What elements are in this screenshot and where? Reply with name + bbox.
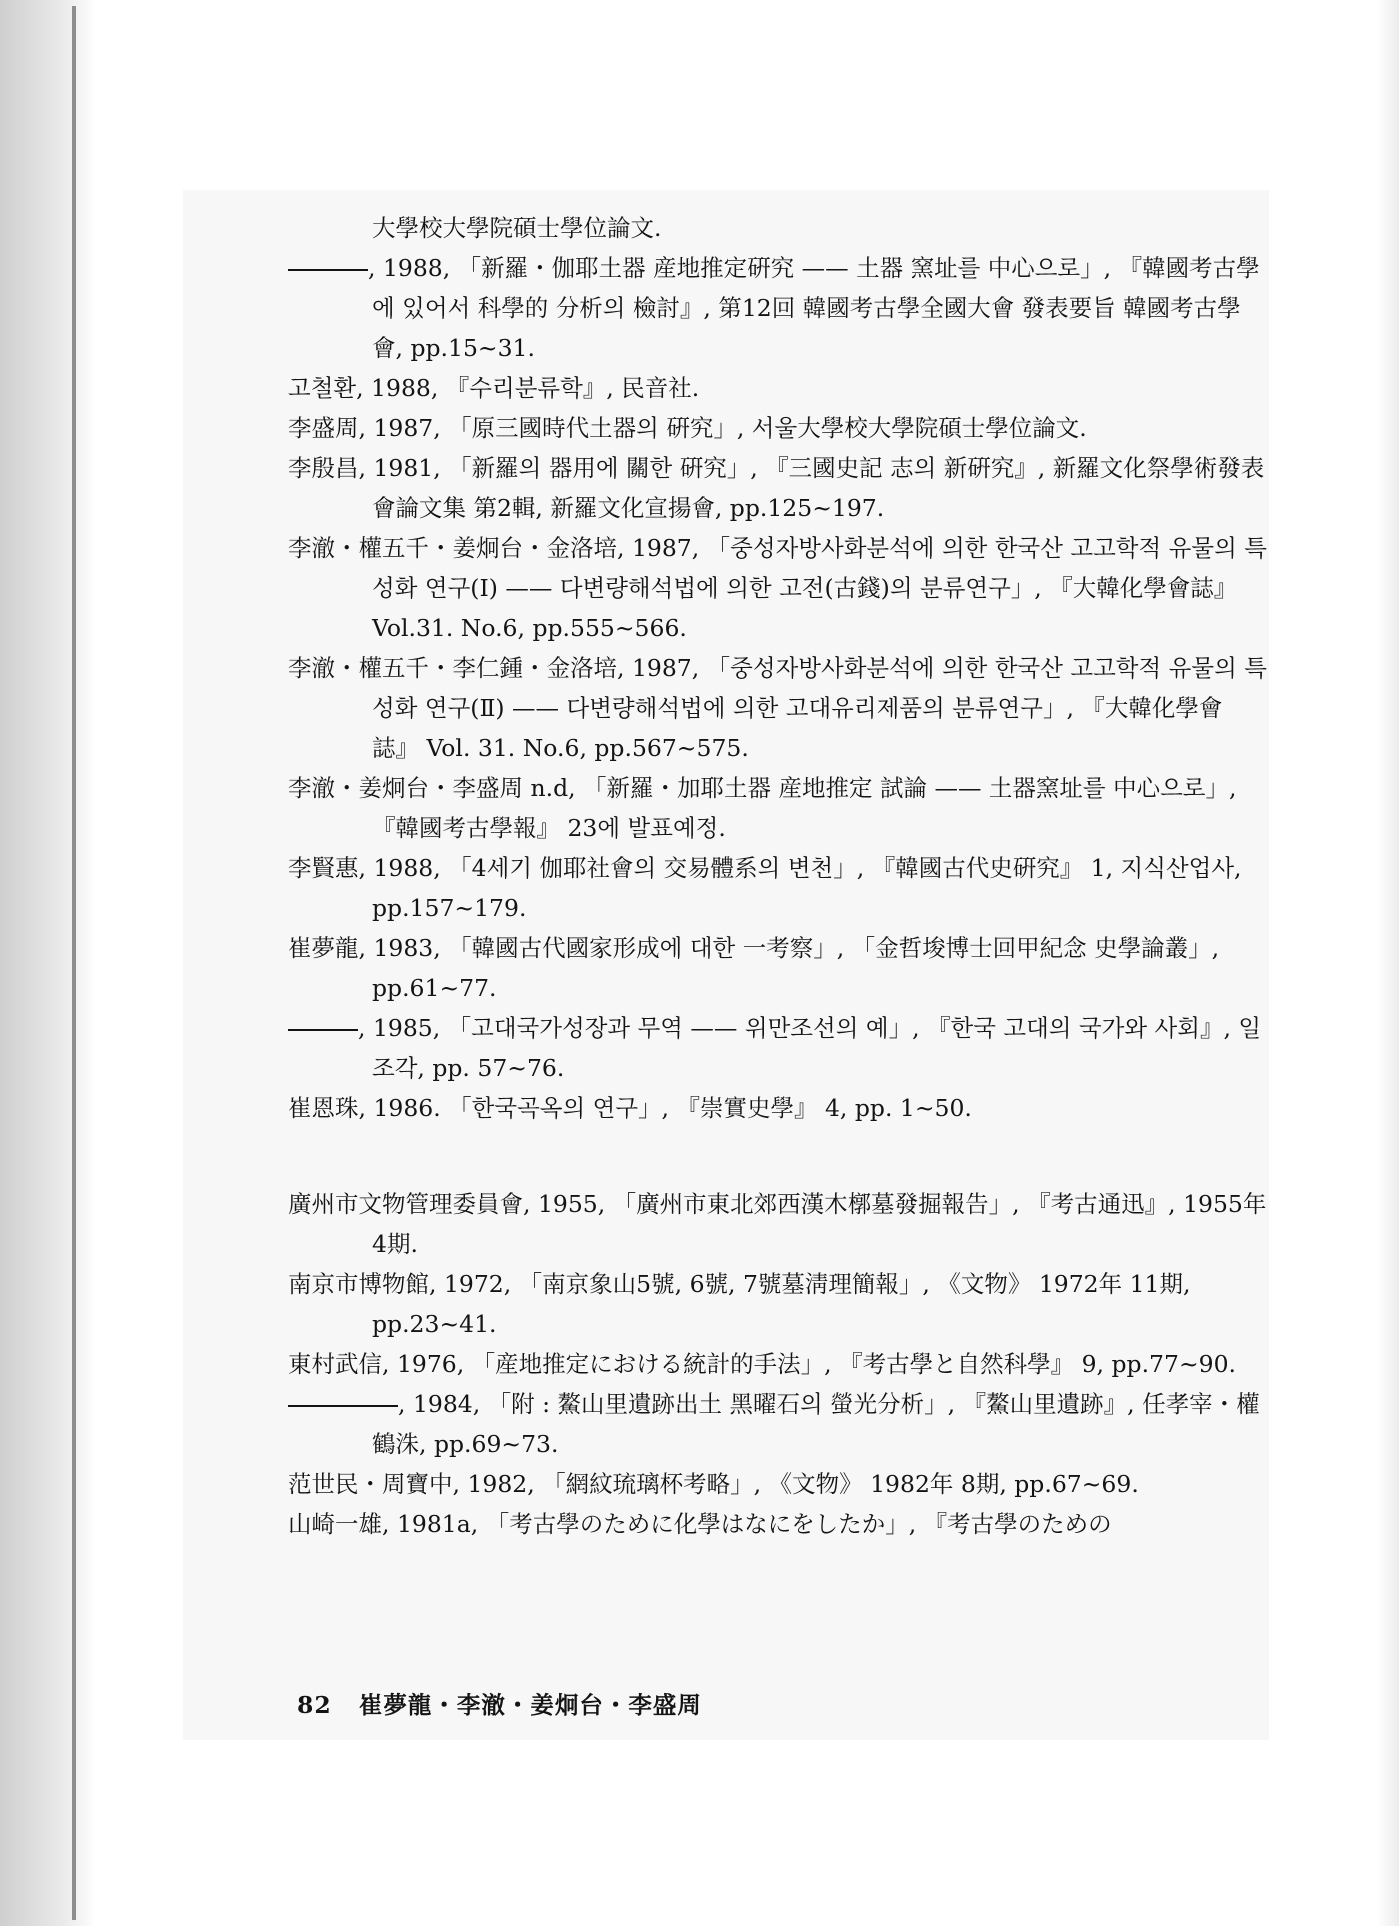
reference-text: , 1985, 「고대국가성장과 무역 —— 위만조선의 예」, 『한국 고대의 국가와 사회』, 일조각, pp. 57~76. — [358, 1014, 1262, 1082]
ditto-rule — [288, 1405, 398, 1407]
reference-entry — [288, 1264, 1268, 1344]
reference-text: 李殷昌, 1981, 「新羅의 器用에 關한 硏究」, 『三國史記 志의 新硏究』, 新羅文化祭學術發表會論文集 第2輯, 新羅文化宣揚會, pp.125~197. — [288, 454, 1265, 522]
reference-text: 大學校大學院碩士學位論文. — [372, 214, 662, 242]
reference-text: 廣州市文物管理委員會, 1955, 「廣州市東北郊西漢木槨墓發掘報告」, 『考古通迅』, 1955年 4期. — [288, 1190, 1267, 1258]
page-number: 82 — [297, 1691, 332, 1719]
reference-list — [288, 208, 1268, 1544]
reference-entry — [288, 848, 1268, 928]
ditto-rule — [288, 1029, 358, 1031]
reference-text: 范世民・周寶中, 1982, 「網紋琉璃杯考略」, 《文物》 1982年 8期, pp.67~69. — [288, 1470, 1139, 1498]
reference-text: , 1988, 「新羅・伽耶土器 産地推定硏究 —— 土器 窯址를 中心으로」, 『韓國考古學에 있어서 科學的 分析의 檢討』, 第12回 韓國考古學全國大會 發表要旨 韓國考古學會, pp.15~31. — [368, 254, 1260, 362]
reference-text: 東村武信, 1976, 「産地推定における統計的手法」, 『考古學と自然科學』 9, pp.77~90. — [288, 1350, 1237, 1378]
reference-entry — [288, 1384, 1268, 1464]
reference-entry — [288, 448, 1268, 528]
page-footer — [297, 1686, 702, 1720]
reference-entry — [288, 408, 1268, 448]
reference-text: 崔夢龍, 1983, 「韓國古代國家形成에 대한 一考察」, 「金哲埈博士回甲紀念 史學論叢」, pp.61~77. — [288, 934, 1220, 1002]
reference-entry — [288, 648, 1268, 768]
reference-text: 李賢惠, 1988, 「4세기 伽耶社會의 交易體系의 변천」, 『韓國古代史硏究』 1, 지식산업사, pp.157~179. — [288, 854, 1242, 922]
page-right-edge — [1377, 0, 1399, 1926]
foreign-references — [288, 1184, 1268, 1544]
reference-text: 고철환, 1988, 『수리분류학』, 民音社. — [288, 374, 700, 402]
korean-references — [288, 208, 1268, 1128]
reference-entry — [288, 928, 1268, 1008]
reference-text: 崔恩珠, 1986. 「한국곡옥의 연구」, 『崇實史學』 4, pp. 1~50. — [288, 1094, 972, 1122]
page-edge-line — [72, 6, 76, 1920]
reference-entry — [288, 1088, 1268, 1128]
running-authors: 崔夢龍・李澈・姜炯台・李盛周 — [358, 1691, 702, 1719]
reference-text: 李澈・姜炯台・李盛周 n.d, 「新羅・加耶土器 産地推定 試論 —— 土器窯址를 中心으로」, 『韓國考古學報』 23에 발표예정. — [288, 774, 1237, 842]
reference-entry — [288, 1504, 1268, 1544]
reference-entry — [288, 528, 1268, 648]
reference-entry — [288, 1344, 1268, 1384]
reference-entry — [288, 368, 1268, 408]
reference-entry — [288, 768, 1268, 848]
reference-entry — [288, 1184, 1268, 1264]
reference-entry — [288, 1464, 1268, 1504]
page-binding-shadow — [0, 0, 96, 1926]
reference-text: , 1984, 「附 : 鰲山里遺跡出土 黑曜石의 螢光分析」, 『鰲山里遺跡』, 任孝宰・權鶴洙, pp.69~73. — [372, 1390, 1260, 1458]
reference-entry — [288, 248, 1268, 368]
reference-text: 李澈・權五千・姜炯台・金洛培, 1987, 「중성자방사화분석에 의한 한국산 고고학적 유물의 특성화 연구(Ⅰ) —— 다변량해석법에 의한 고전(古錢)의 분류연구」, 『大韓化學會誌』 Vol.31. No.6, pp.555~566. — [288, 534, 1267, 642]
reference-text: 山崎一雄, 1981a, 「考古學のために化學はなにをしたか」, 『考古學のための — [288, 1510, 1112, 1538]
ditto-rule — [288, 269, 368, 271]
section-gap — [288, 1128, 1268, 1184]
reference-entry — [288, 208, 1268, 248]
reference-text: 李澈・權五千・李仁鍾・金洛培, 1987, 「중성자방사화분석에 의한 한국산 고고학적 유물의 특성화 연구(Ⅱ) —— 다변량해석법에 의한 고대유리제품의 분류연구」, 『大韓化學會誌』 Vol. 31. No.6, pp.567~575. — [288, 654, 1267, 762]
reference-entry — [288, 1008, 1268, 1088]
reference-text: 南京市博物館, 1972, 「南京象山5號, 6號, 7號墓淸理簡報」, 《文物》 1972年 11期, pp.23~41. — [288, 1270, 1191, 1338]
reference-text: 李盛周, 1987, 「原三國時代土器의 硏究」, 서울大學校大學院碩士學位論文. — [288, 414, 1087, 442]
